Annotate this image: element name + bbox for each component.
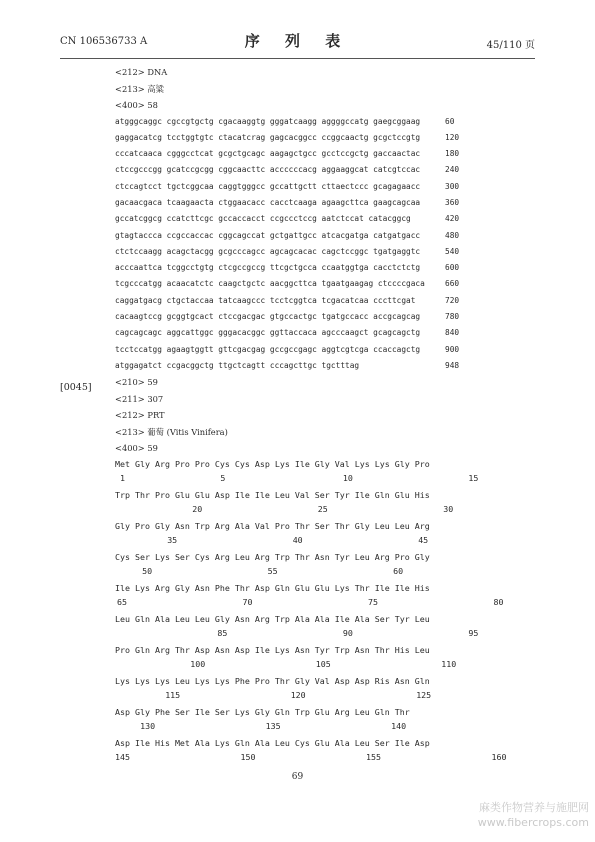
position-row: [115, 719, 535, 734]
amino-acid-row: Met Gly Arg Pro Pro Cys Cys Asp Lys Ile Gly Val Lys Lys Gly Pro: [115, 458, 430, 469]
header-divider: [60, 58, 535, 59]
sequence-line: [115, 342, 535, 358]
sequence-line: [115, 358, 535, 374]
sequence-position: 60: [445, 116, 455, 126]
meta-line: <400> 59: [115, 443, 158, 454]
seq58-meta: [115, 64, 535, 114]
position-row: [115, 657, 535, 672]
meta-line: <400> 58: [115, 100, 158, 110]
sequence-text: gacaacgaca tcaagaacta ctggaacacc cacctcaaga agaagcttca gaagcagcaa: [115, 197, 421, 207]
sequence-position: 180: [445, 149, 460, 159]
sequence-position: 540: [445, 246, 460, 256]
position-row: [115, 626, 535, 641]
sequence-position: 480: [445, 230, 460, 240]
sequence-text: tcctccatgg agaagtggtt gttcgacgag gccgccgagc aggtcgtcga ccaccagctg: [115, 344, 421, 354]
sequence-line: [115, 146, 535, 162]
sequence-text: caggatgacg ctgctaccaa tatcaagccc tcctcggtca tcgacatcaa cccttcgat: [115, 295, 416, 305]
sequence-position: 240: [445, 165, 460, 175]
position-row: [115, 688, 535, 703]
sequence-text: atgggcaggc cgccgtgctg cgacaaggtg gggatcaagg aggggccatg gaegcggaag: [115, 116, 421, 126]
sequence-line: [115, 244, 535, 260]
seq59-protein-block: [115, 457, 535, 765]
position-number: 1: [120, 473, 125, 484]
sequence-line: [115, 114, 535, 130]
watermark-line2: www.fibercrops.com: [477, 816, 589, 829]
sequence-position: 600: [445, 263, 460, 273]
amino-acid-row: Trp Thr Pro Glu Glu Asp Ile Ile Leu Val Ser Tyr Ile Gln Glu His: [115, 489, 430, 500]
sequence-text: gccatcggcg ccatcttcgc gccaccacct ccgccctccg aatctccat catacggcg: [115, 214, 411, 224]
sequence-text: cagcagcagc aggcattggc gggacacggc ggttaccaca agcccaagct gcagcagctg: [115, 328, 421, 338]
sequence-position: 360: [445, 197, 460, 207]
page-info: 45/110 页: [486, 40, 535, 51]
meta-line: <210> 59: [115, 377, 158, 388]
page-number: 69: [291, 772, 304, 782]
position-number: 150: [240, 752, 256, 763]
position-number: 140: [391, 721, 407, 732]
position-number: 40: [292, 535, 303, 546]
patent-number: CN 106536733 A: [60, 36, 148, 47]
sequence-position: 780: [445, 312, 460, 322]
meta-line: <213> 高粱: [115, 83, 164, 94]
sequence-text: gtagtaccca ccgccaccac cggcagccat gctgattgcc atcacgatga catgatgacc: [115, 230, 421, 240]
position-number: 145: [115, 752, 130, 763]
watermark: [478, 800, 589, 830]
position-number: 35: [167, 535, 178, 546]
meta-line: <211> 307: [115, 393, 164, 404]
position-number: 70: [242, 597, 253, 608]
sequence-line: [115, 325, 535, 341]
position-row: [115, 533, 535, 548]
position-number: 130: [140, 721, 156, 732]
amino-acid-row: Asp Ile His Met Ala Lys Gln Ala Leu Cys Glu Ala Leu Ser Ile Asp: [115, 737, 430, 748]
sequence-text: gaggacatcg tcctggtgtc ctacatcrag gagcacggcc ccggcaactg gcgctccgtg: [115, 132, 421, 142]
position-number: 100: [190, 659, 206, 670]
position-number: 45: [418, 535, 429, 546]
sequence-line: [115, 309, 535, 325]
position-number: 65: [117, 597, 127, 608]
sequence-line: [115, 130, 535, 146]
position-number: 160: [491, 752, 507, 763]
position-row: [115, 750, 535, 765]
position-number: 55: [267, 566, 278, 577]
position-row: [115, 502, 535, 517]
position-number: 5: [220, 473, 226, 484]
sequence-line: [115, 260, 535, 276]
position-number: 95: [468, 628, 479, 639]
position-number: 60: [393, 566, 404, 577]
sequence-text: atggagatct ccgacggctg ttgctcagtt cccagcttgc tgctttag: [115, 360, 360, 370]
amino-acid-row: Lys Lys Lys Leu Lys Lys Phe Pro Thr Gly Val Asp Asp Ris Asn Gln: [115, 675, 430, 686]
position-number: 75: [368, 597, 378, 608]
page-title: 序 列 表: [244, 32, 351, 50]
amino-acid-row: Leu Gln Ala Leu Leu Gly Asn Arg Trp Ala Ala Ile Ala Ser Tyr Leu: [115, 613, 430, 624]
position-number: 50: [142, 566, 153, 577]
sequence-text: tcgcccatgg acaacatctc caagctgctc aacggcttca tgaatgaagag ctccccgaca: [115, 279, 425, 289]
position-number: 90: [342, 628, 353, 639]
position-number: 135: [265, 721, 281, 732]
position-number: 85: [217, 628, 228, 639]
amino-acid-row: Cys Ser Lys Ser Cys Arg Leu Arg Trp Thr Asn Tyr Leu Arg Pro Gly: [115, 551, 430, 562]
sequence-position: 120: [445, 132, 460, 142]
position-number: 120: [290, 690, 306, 701]
meta-line: <212> PRT: [115, 410, 165, 421]
amino-acid-row: Pro Gln Arg Thr Asp Asn Asp Ile Lys Asn Tyr Trp Asn Thr His Leu: [115, 644, 430, 655]
position-row: [115, 595, 535, 610]
position-number: 30: [443, 504, 454, 515]
amino-acid-row: Gly Pro Gly Asn Trp Arg Ala Val Pro Thr Ser Thr Gly Leu Leu Arg: [115, 520, 430, 531]
amino-acid-row: Asp Gly Phe Ser Ile Ser Lys Gly Gln Trp Glu Arg Leu Gln Thr: [115, 706, 410, 717]
position-row: [115, 564, 535, 579]
sequence-position: 660: [445, 279, 460, 289]
sequence-position: 840: [445, 328, 460, 338]
sequence-line: [115, 276, 535, 292]
position-number: 155: [366, 752, 381, 763]
sequence-position: 420: [445, 214, 460, 224]
position-number: 15: [468, 473, 479, 484]
sequence-text: ctccagtcct tgctcggcaa caggtgggcc gccattgctt cttaectccc gcagagaacc: [115, 181, 421, 191]
sequence-position: 900: [445, 344, 460, 354]
sequence-text: cacaagtccg gcggtgcact ctccgacgac gtgccactgc tgatgccacc accgcagcag: [115, 312, 421, 322]
sequence-text: ctctccaagg acagctacgg gcgcccagcc agcagcacac cagctccggc tgatgaggtc: [115, 246, 421, 256]
sequence-line: [115, 293, 535, 309]
sequence-line: [115, 195, 535, 211]
position-number: 115: [165, 690, 181, 701]
sequence-position: 948: [445, 360, 460, 370]
sequence-text: cccatcaaca cgggcctcat gcgctgcagc aagagctgcc gcctccgctg gaccaactac: [115, 149, 421, 159]
seq59-meta: [115, 374, 535, 457]
sequence-text: acccaattca tcggcctgtg ctcgccgccg ttcgctgcca ccaatggtga cacctctctg: [115, 263, 421, 273]
sequence-line: [115, 228, 535, 244]
sequence-line: [115, 179, 535, 195]
position-number: 10: [342, 473, 353, 484]
amino-acid-row: Ile Lys Arg Gly Asn Phe Thr Asp Gln Glu Glu Lys Thr Ile Ile His: [115, 582, 430, 593]
position-number: 125: [416, 690, 432, 701]
position-number: 105: [315, 659, 331, 670]
meta-line: <212> DNA: [115, 67, 168, 77]
sequence-listing: [115, 64, 535, 767]
watermark-line1: 麻类作物营养与施肥网: [479, 801, 589, 814]
position-number: 20: [192, 504, 203, 515]
sequence-line: [115, 162, 535, 178]
meta-line: <213> 葡萄 (Vitis Vinifera): [115, 426, 228, 437]
sequence-position: 300: [445, 181, 460, 191]
position-number: 110: [441, 659, 457, 670]
sequence-text: ctccgcccgg gcatccgcgg cggcaacttc accccccacg aggaaggcat catcgtccac: [115, 165, 421, 175]
seq58-nucleotide-block: [115, 114, 535, 375]
sequence-position: 720: [445, 295, 460, 305]
sequence-line: [115, 211, 535, 227]
paragraph-number: [0045]: [60, 382, 92, 393]
position-row: [115, 471, 535, 486]
position-number: 25: [317, 504, 328, 515]
position-number: 80: [493, 597, 504, 608]
